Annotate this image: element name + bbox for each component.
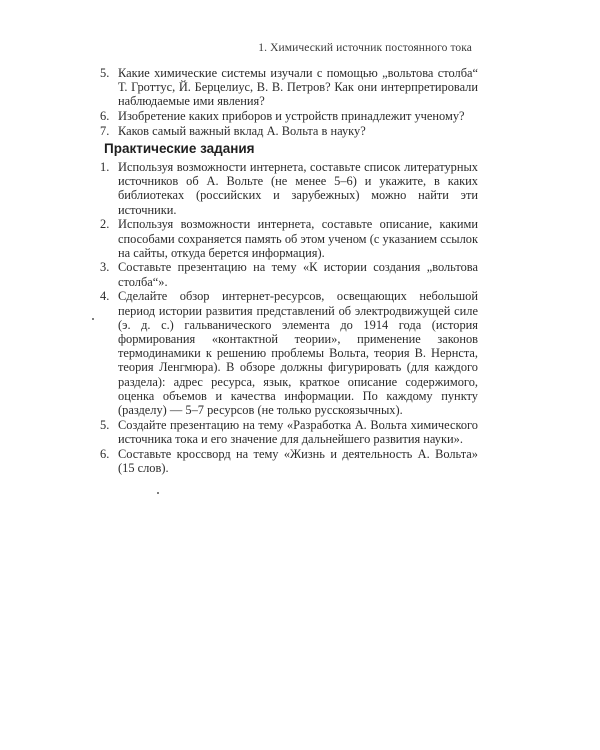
question-item — [100, 123, 478, 138]
task-number: 1. — [100, 160, 110, 174]
scan-speck — [157, 492, 159, 494]
task-number: 6. — [100, 446, 110, 461]
section-heading: Практические задания — [104, 141, 255, 156]
question-item — [100, 109, 478, 124]
task-number: 5. — [100, 417, 110, 432]
task-item — [100, 217, 478, 260]
question-text: Изобретение каких приборов и устройств принадлежит ученому? — [118, 109, 465, 124]
task-text: Составьте кроссворд на тему «Жизнь и деятельность А. Вольта» (15 слов). — [118, 446, 478, 475]
task-item — [100, 417, 478, 446]
question-number: 7. — [100, 123, 110, 138]
task-number: 2. — [100, 217, 110, 232]
task-text: Создайте презентацию на тему «Разработка А. Вольта химического источника тока и его значение для дальнейшего развития науки». — [118, 417, 478, 446]
task-item — [100, 160, 478, 217]
question-text: Каков самый важный вклад А. Вольта в науку? — [118, 123, 366, 138]
question-text: Какие химические системы изучали с помощью „вольтова столба“ Т. Гроттус, Й. Берцелиус, В. В. Петров? Как они интерпретировали наблюдаемые ими явления? — [118, 66, 478, 109]
task-text: Составьте презентацию на тему «К истории создания „вольтова столба“». — [118, 260, 478, 289]
scan-speck — [92, 318, 94, 320]
running-header: 1. Химический источник постоянного тока — [258, 42, 472, 54]
task-number: 3. — [100, 260, 110, 275]
practical-tasks-list — [100, 160, 478, 475]
question-number: 6. — [100, 109, 110, 124]
task-item — [100, 260, 478, 289]
question-item — [100, 66, 478, 109]
task-item — [100, 446, 478, 475]
task-text: Используя возможности интернета, составьте описание, какими способами сохраняется память об этом ученом (с указанием ссылок на сайты, откуда берется информация). — [118, 217, 478, 260]
task-item — [100, 289, 478, 417]
task-text: Сделайте обзор интернет-ресурсов, освещающих небольшой период истории развития представлений об электродвижущей силе (э. д. с.) гальванического элемента до 1914 года (история формирования «контактной теории», применение законов термодинамики к решению проблемы Вольта, теория В. Нернста, теория Ленгмюра). В обзоре должны фигурировать (для каждого раздела): адрес ресурса, язык, краткое описание содержимого, оценка объемов и качества информации. По каждому пункту (разделу) — 5–7 ресурсов (не только русскоязычных). — [118, 289, 478, 417]
task-number: 4. — [100, 289, 110, 304]
task-text: Используя возможности интернета, составьте список литературных источников об А. Вольте (не менее 5–6) и укажите, в каких библиотеках (российских и зарубежных) можно найти эти источники. — [118, 160, 478, 217]
review-questions-list — [100, 66, 478, 138]
question-number: 5. — [100, 66, 110, 80]
